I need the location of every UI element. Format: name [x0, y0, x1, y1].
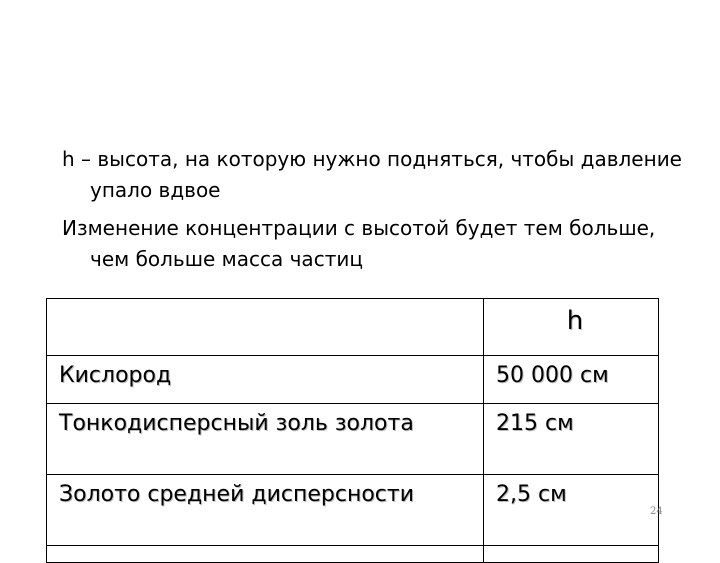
height-table — [46, 298, 659, 563]
table-cell-empty — [47, 546, 484, 563]
table-header-cell: h — [484, 299, 659, 356]
table-header-cell — [47, 299, 484, 356]
table-cell-height: 215 см — [484, 404, 659, 475]
table-row — [47, 404, 659, 475]
concentration-paragraph: Изменение концентрации с высотой будет тем больше, чем больше масса частиц — [62, 216, 656, 271]
table-cell-height: 50 000 см — [484, 356, 659, 404]
table-row — [47, 475, 659, 546]
page-number: 24 — [650, 506, 663, 517]
definition-paragraph: h – высота, на которую нужно подняться, чтобы давление упало вдвое — [62, 147, 682, 202]
table-cell-substance: Тонкодисперсный золь золота — [47, 404, 484, 475]
table-cell-substance: Золото средней дисперсности — [47, 475, 484, 546]
table-cell-height: 2,5 см — [484, 475, 659, 546]
table-cell-empty — [484, 546, 659, 563]
table-row-partial — [47, 546, 659, 563]
table-header-row — [47, 299, 659, 356]
table-row — [47, 356, 659, 404]
table-cell-substance: Кислород — [47, 356, 484, 404]
